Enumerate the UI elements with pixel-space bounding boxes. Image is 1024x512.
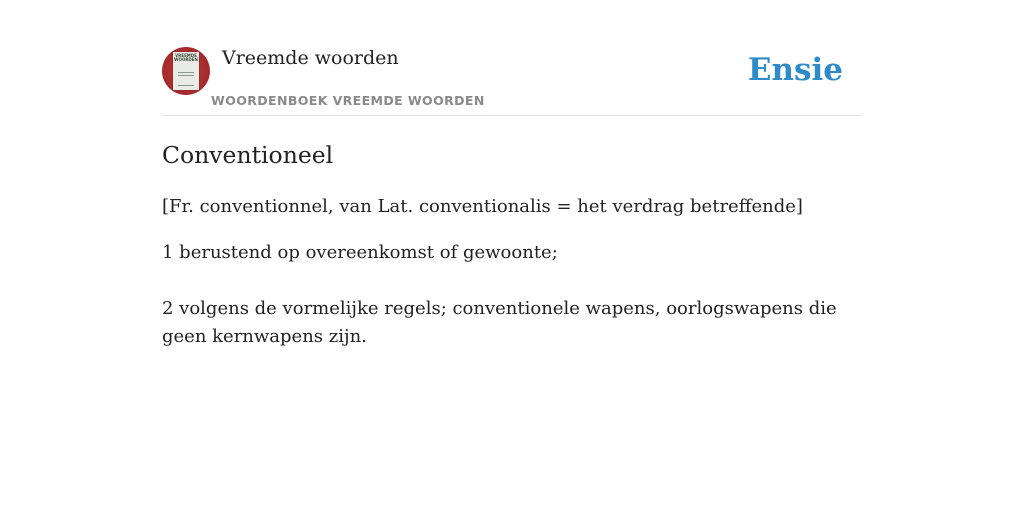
book-cover-title-line2: WOORDEN (174, 57, 198, 62)
book-cover-title-line1: VREEMDE (175, 53, 197, 58)
entry-definitions (162, 239, 862, 379)
ensie-logo-link[interactable]: Ensie (747, 52, 843, 88)
book-cover-line (178, 75, 194, 76)
definition-item: 1 berustend op overeenkomst of gewoonte; (162, 242, 558, 263)
book-cover-line (178, 85, 194, 86)
dictionary-title-link[interactable]: Vreemde woorden (222, 47, 399, 69)
definition-item: 2 volgens de vormelijke regels; conventionele wapens, oorlogswapens die geen kernwapens zijn. (162, 298, 837, 347)
page-header (162, 0, 862, 116)
entry-title: Conventioneel (162, 141, 334, 169)
page-container (162, 0, 862, 347)
book-cover-image (173, 52, 199, 90)
dictionary-subtitle: WOORDENBOEK VREEMDE WOORDEN (211, 93, 485, 108)
dictionary-avatar[interactable] (162, 47, 210, 95)
entry-etymology: [Fr. conventionnel, van Lat. conventionalis = het verdrag betreffende] (162, 196, 803, 217)
book-cover-line (178, 72, 194, 73)
book-cover-title (173, 54, 199, 62)
